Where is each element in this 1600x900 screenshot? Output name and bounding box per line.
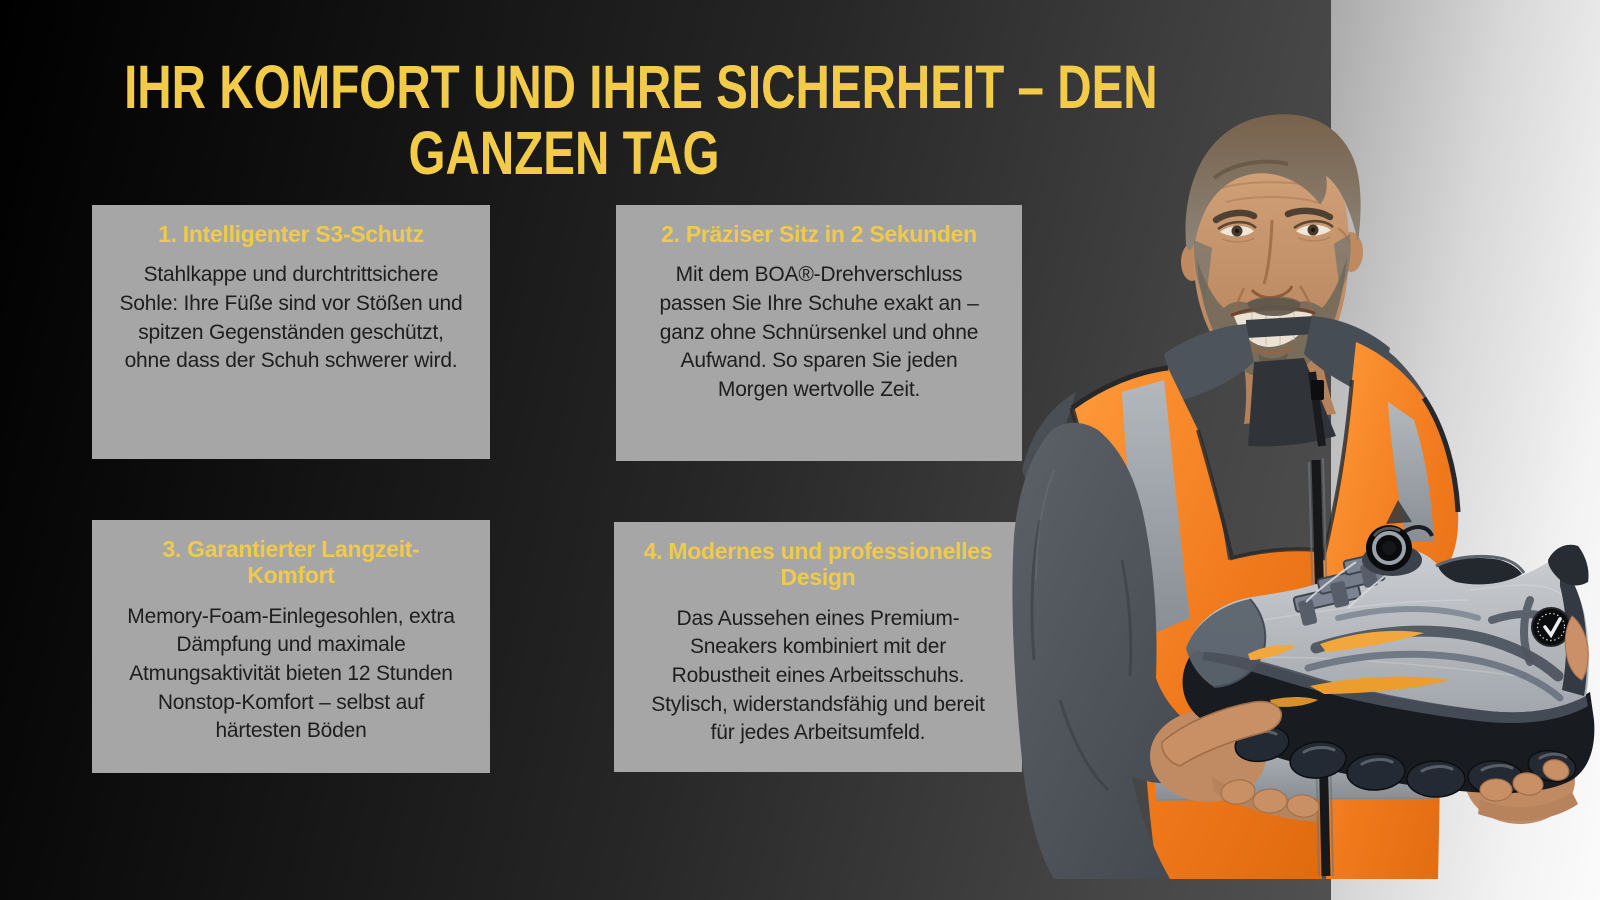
feature-box-4 bbox=[614, 522, 1022, 772]
feature-body: Stahlkappe und durchtrittsichere Sohle: Ihre Füße sind vor Stößen und spitzen Gegenständen geschützt, ohne dass der Schuh schwerer wird. bbox=[119, 263, 463, 373]
title-line-2: GANZEN TAG bbox=[408, 119, 720, 187]
feature-heading: 1. Intelligenter S3-Schutz bbox=[158, 221, 424, 247]
feature-body: Mit dem BOA®-Drehverschluss passen Sie Ihre Schuhe exakt an – ganz ohne Schnürsenkel und ohne Aufwand. So sparen Sie jeden Morgen wertvolle Zeit. bbox=[659, 263, 979, 401]
feature-body: Das Aussehen eines Premium-Sneakers kombiniert mit der Robustheit eines Arbeitsschuhs. Stylisch, widerstandsfähig und bereit für jedes Arbeitsumfeld. bbox=[651, 606, 985, 745]
feature-heading: 4. Modernes und professionelles Design bbox=[643, 538, 993, 591]
feature-heading: 2. Präziser Sitz in 2 Sekunden bbox=[661, 221, 977, 247]
page-title bbox=[0, 53, 1158, 187]
feature-box-1 bbox=[92, 205, 490, 459]
feature-body: Memory-Foam-Einlegesohlen, extra Dämpfung und maximale Atmungsaktivität bieten 12 Stunden Nonstop-Komfort – selbst auf härtesten Böden bbox=[127, 604, 455, 743]
feature-heading: 3. Garantierter Langzeit-Komfort bbox=[162, 536, 420, 589]
feature-box-2 bbox=[616, 205, 1022, 461]
feature-box-3 bbox=[92, 520, 490, 773]
photo-backdrop bbox=[1331, 0, 1600, 900]
title-line-1: IHR KOMFORT UND IHRE SICHERHEIT – DEN bbox=[124, 53, 1158, 121]
